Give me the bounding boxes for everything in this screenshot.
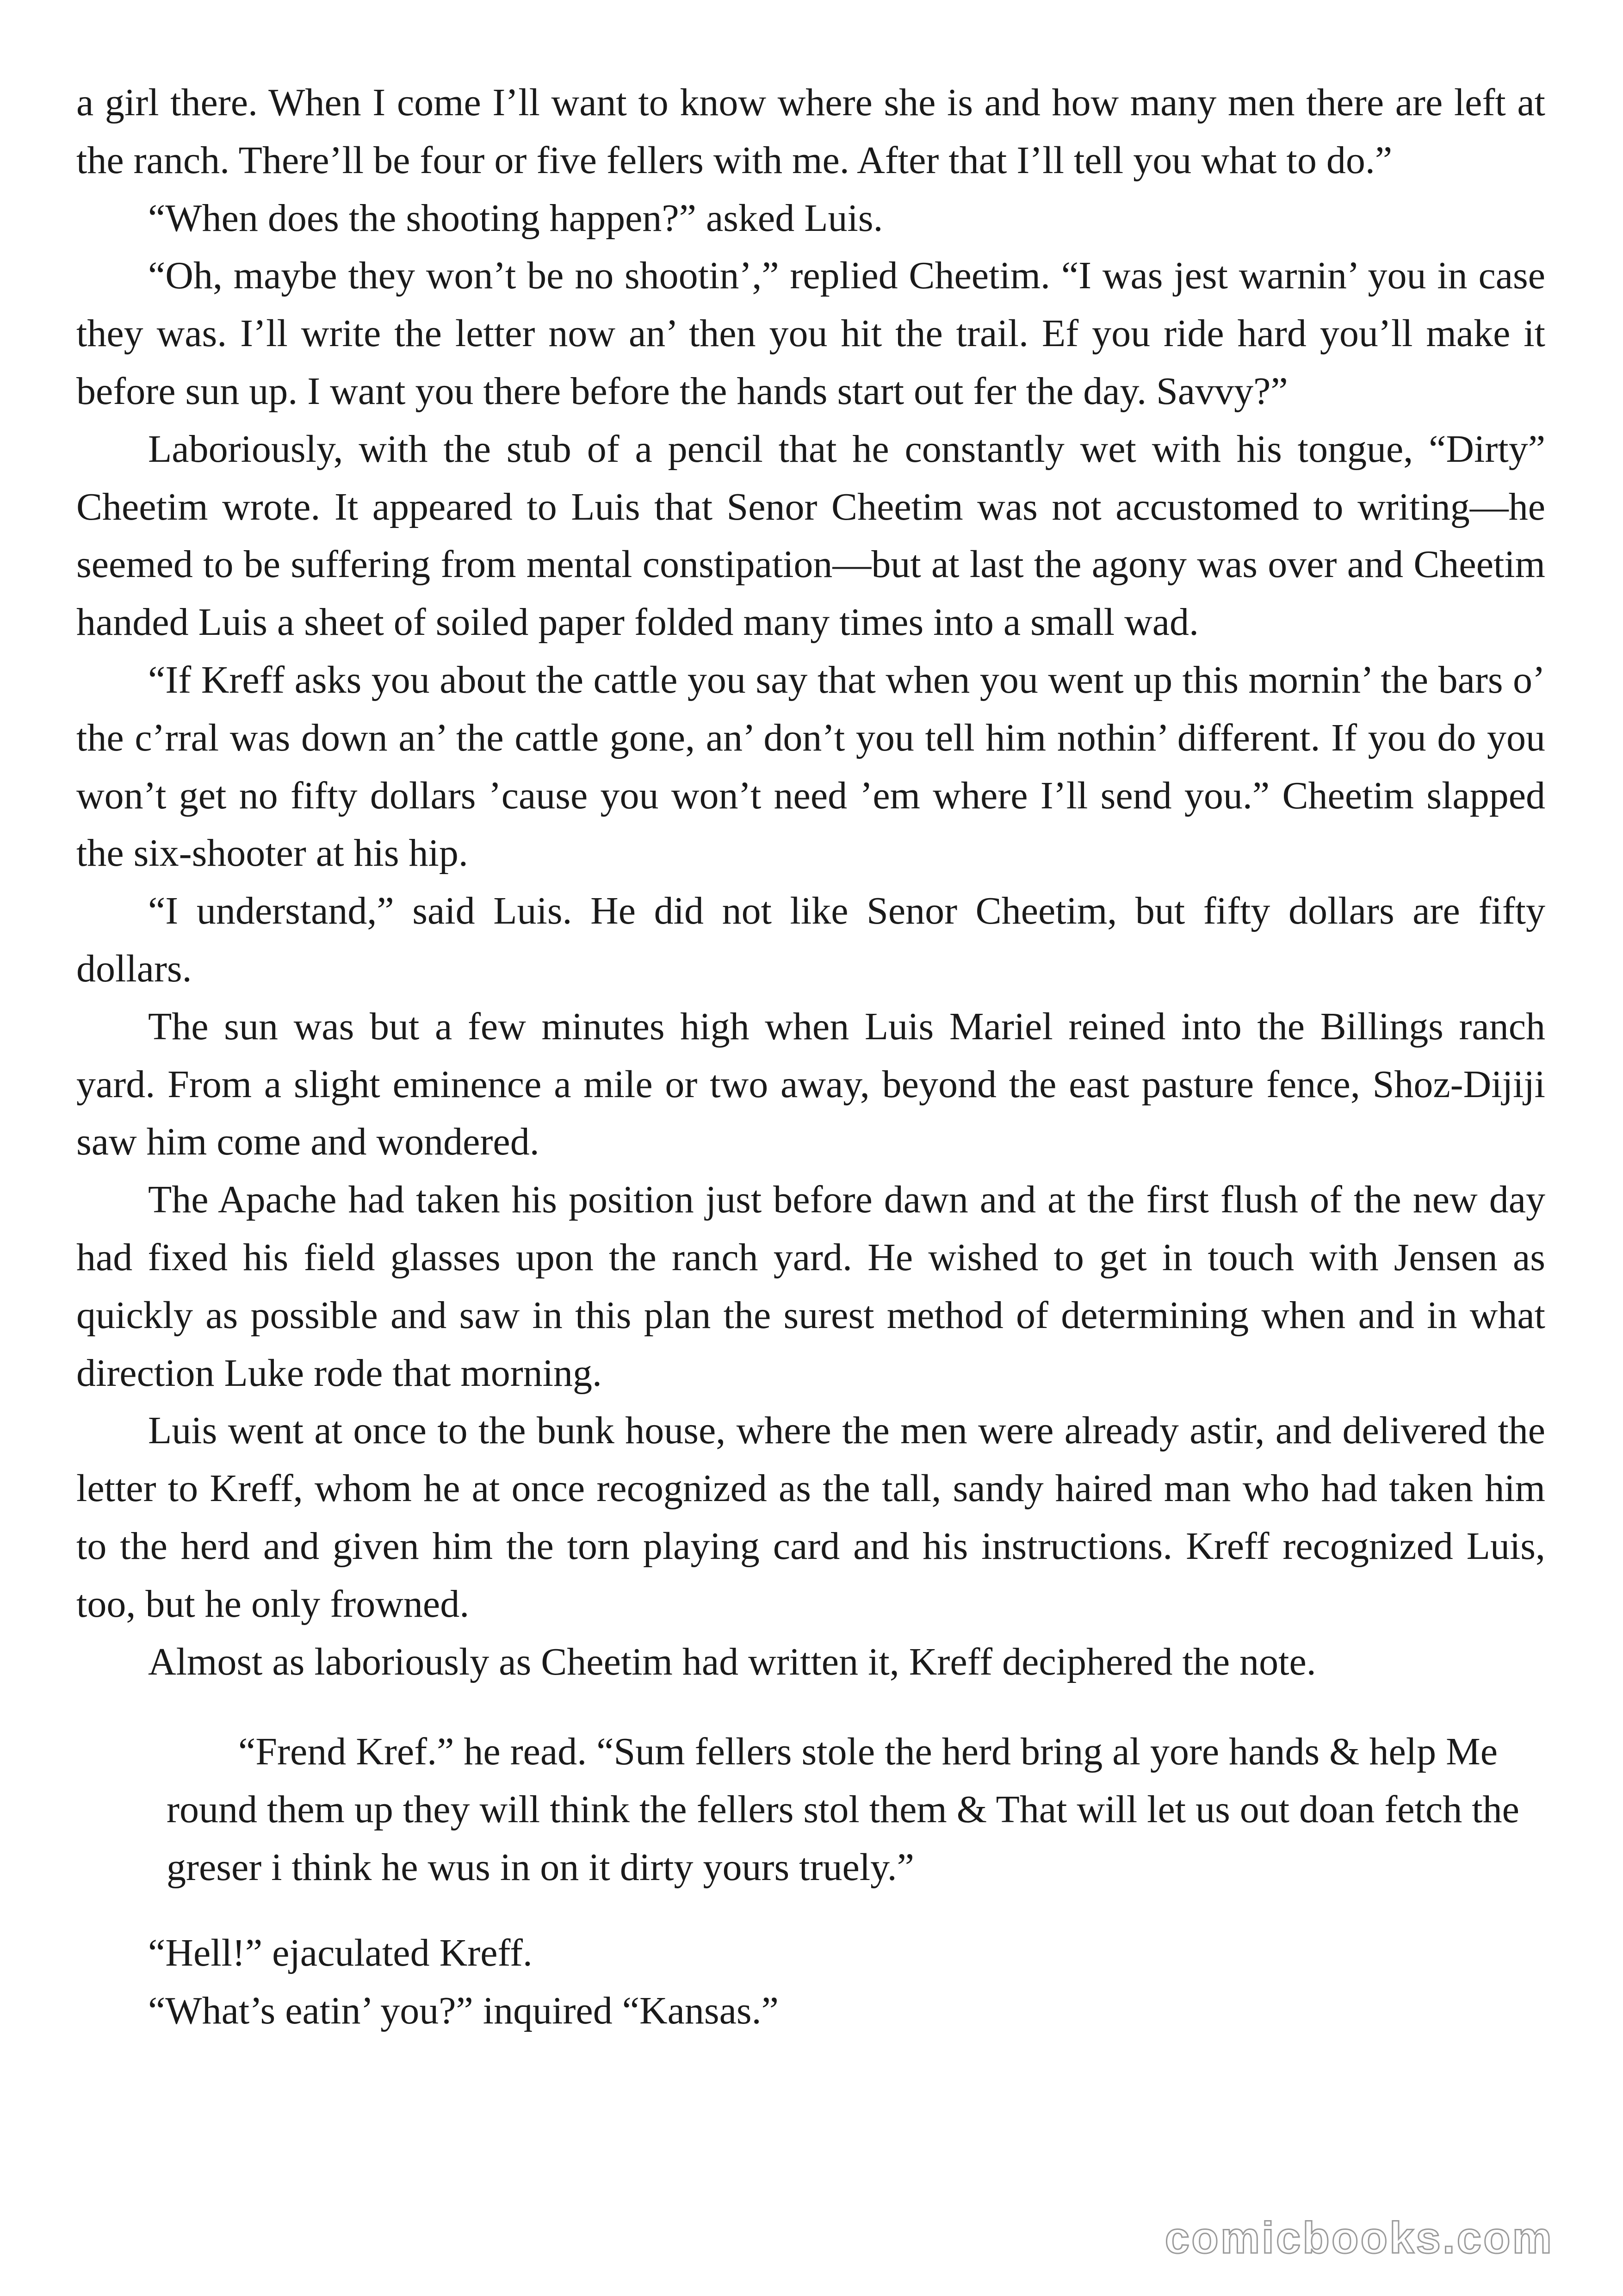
paragraph: a girl there. When I come I’ll want to know where she is and how many men there are left at the ranch. There’ll be four or five fellers with me. After that I’ll tell you what to do.” [76, 81, 1545, 182]
paragraph: “If Kreff asks you about the cattle you say that when you went up this mornin’ the bars o’ the c’rral was down an’ the cattle gone, an’ don’t you tell him nothin’ different. If you do you won’t get no fifty dollars ’cause you won’t need ’em where I’ll send you.” Cheetim slapped the six-shooter at his hip. [76, 658, 1545, 875]
page-body [76, 74, 1545, 2040]
paragraph: Laboriously, with the stub of a pencil that he constantly wet with his tongue, “Dirty” Cheetim wrote. It appeared to Luis that Senor Cheetim was not accustomed to writing—he seemed to be suffering from mental constipation—but at last the agony was over and Cheetim handed Luis a sheet of soiled paper folded many times into a small wad. [76, 427, 1545, 644]
block-quote-note: “Frend Kref.” he read. “Sum fellers stole the herd bring al yore hands & help Me round them up they will think the fellers stol them & That will let us out doan fetch the greser i think he wus in on it dirty yours truely.” [167, 1730, 1519, 1889]
paragraph: Luis went at once to the bunk house, where the men were already astir, and delivered the letter to Kreff, whom he at once recognized as the tall, sandy haired man who had taken him to the herd and given him the torn playing card and his instructions. Kreff recognized Luis, too, but he only frowned. [76, 1409, 1545, 1626]
closing-line: “Hell!” ejaculated Kreff. [148, 1931, 533, 1974]
watermark-logo: comicbooks.com [1165, 2213, 1554, 2263]
paragraph: The sun was but a few minutes high when Luis Mariel reined into the Billings ranch yard. From a slight eminence a mile or two away, beyond the east pasture fence, Shoz-Dijiji saw him come and wondered. [76, 1005, 1545, 1164]
paragraph: “I understand,” said Luis. He did not like Senor Cheetim, but fifty dollars are fifty dollars. [76, 889, 1545, 990]
paragraph: “When does the shooting happen?” asked Luis. [148, 196, 883, 240]
paragraph: Almost as laboriously as Cheetim had written it, Kreff deciphered the note. [148, 1640, 1316, 1683]
paragraph: “Oh, maybe they won’t be no shootin’,” replied Cheetim. “I was jest warnin’ you in case they was. I’ll write the letter now an’ then you hit the trail. Ef you ride hard you’ll make it before sun up. I want you there before the hands start out fer the day. Savvy?” [76, 254, 1545, 413]
closing-line: “What’s eatin’ you?” inquired “Kansas.” [148, 1989, 779, 2032]
paragraph: The Apache had taken his position just before dawn and at the first flush of the new day had fixed his field glasses upon the ranch yard. He wished to get in touch with Jensen as quickly as possible and saw in this plan the surest method of determining when and in what direction Luke rode that morning. [76, 1178, 1545, 1395]
